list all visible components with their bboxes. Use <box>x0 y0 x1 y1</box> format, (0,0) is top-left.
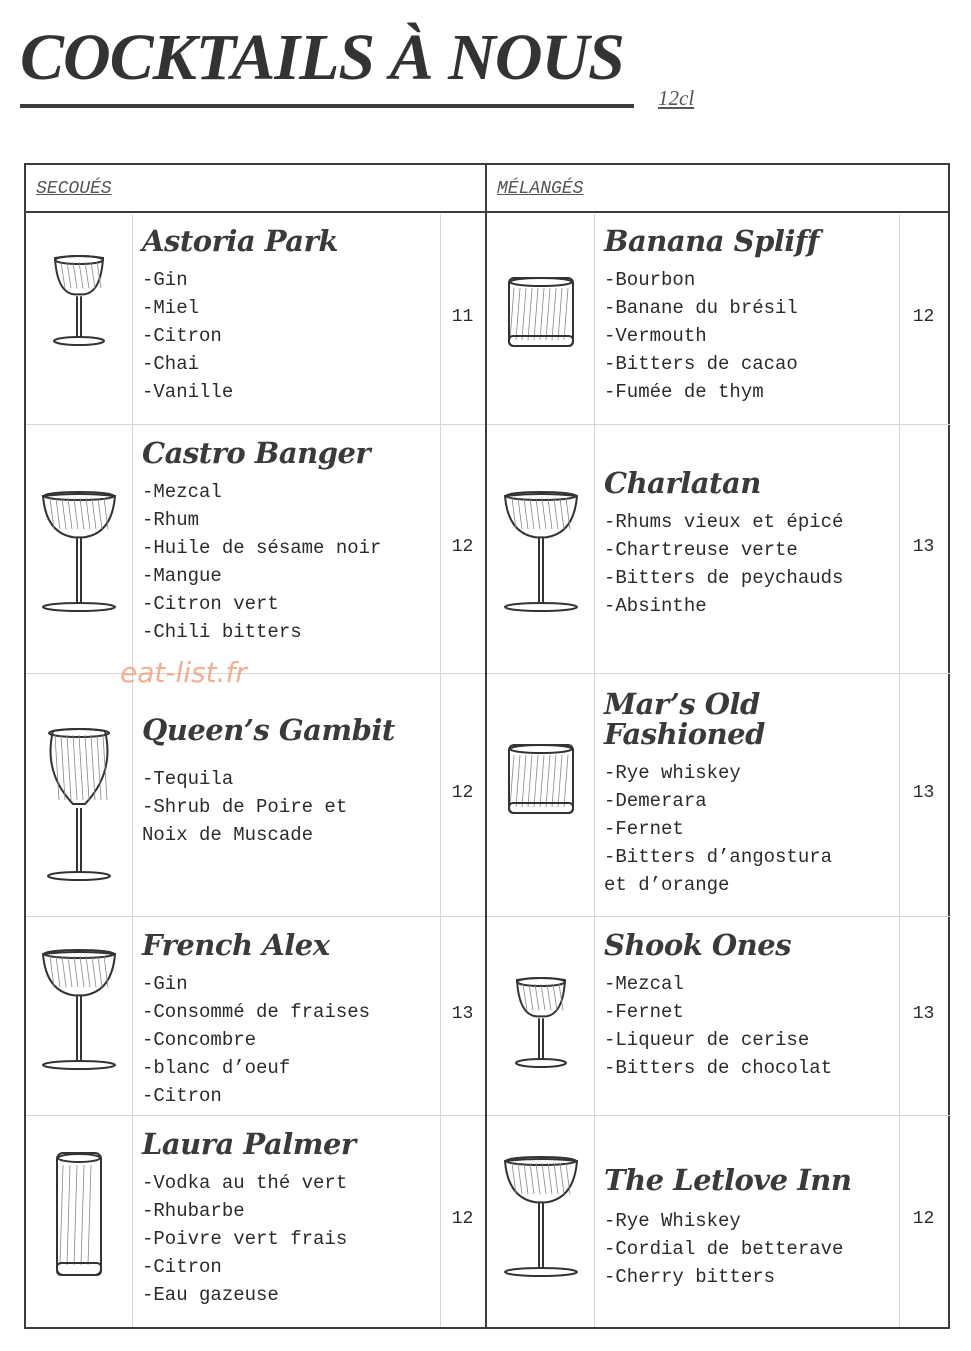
cocktail-item <box>604 468 899 620</box>
cocktail-price: 13 <box>451 1003 474 1024</box>
cocktail-ingredients: -Bourbon -Banane du brésil -Vermouth -Bitters de cacao -Fumée de thym <box>604 269 798 403</box>
row-separator <box>487 916 950 917</box>
row-separator <box>26 1115 485 1116</box>
cocktail-name: French Alex <box>142 928 330 962</box>
cocktail-item <box>604 689 899 899</box>
column-heading-melanges: MÉLANGÉS <box>487 165 948 213</box>
cocktail-name: Queen’s Gambit <box>142 713 395 747</box>
column-heading-secoues: SECOUÉS <box>26 165 487 213</box>
watermark: eat-list.fr <box>120 656 247 689</box>
cocktail-ingredients: -Rye whiskey -Demerara -Fernet -Bitters d’angostura et d’orange <box>604 762 833 896</box>
cocktail-name: Banana Spliff <box>604 224 819 258</box>
serving-volume: 12cl <box>658 86 695 110</box>
glass-column-separator <box>594 214 595 1327</box>
row-separator <box>26 424 485 425</box>
row-separator <box>487 1115 950 1116</box>
cocktail-name: Astoria Park <box>142 224 338 258</box>
cocktail-item <box>604 226 899 406</box>
cocktail-price: 13 <box>912 536 935 557</box>
highball-glass-icon <box>53 1149 105 1279</box>
cocktail-item <box>142 930 440 1110</box>
coupe-glass-icon <box>502 488 580 614</box>
coupe-glass-icon <box>502 1153 580 1279</box>
row-separator <box>26 916 485 917</box>
row-separator <box>26 673 485 674</box>
cocktail-price: 12 <box>912 1209 935 1229</box>
cocktail-price: 12 <box>912 307 935 327</box>
cocktail-name: Mar’s Old Fashioned <box>604 687 765 751</box>
cocktail-ingredients: -Gin -Miel -Citron -Chai -Vanille <box>142 269 234 403</box>
rocks-glass-icon <box>506 741 576 817</box>
cocktail-item <box>142 715 440 849</box>
cocktail-price: 12 <box>451 536 474 557</box>
rocks-glass-icon <box>506 274 576 350</box>
cocktail-item <box>604 930 899 1082</box>
cocktail-price: 12 <box>451 782 474 803</box>
title-underline <box>20 104 634 108</box>
glass-column-separator <box>132 214 133 1327</box>
wine-glass-icon <box>45 725 113 883</box>
cocktail-item <box>142 226 440 406</box>
cocktail-item <box>142 438 440 646</box>
cocktail-menu-table <box>24 163 950 1329</box>
cocktail-name: Castro Banger <box>142 436 371 470</box>
cocktail-ingredients: -Gin -Consommé de fraises -Concombre -blanc d’oeuf -Citron <box>142 973 371 1107</box>
cocktail-item <box>142 1129 440 1309</box>
column-divider <box>485 165 487 1327</box>
cocktail-ingredients: -Tequila -Shrub de Poire et Noix de Muscade <box>142 768 348 846</box>
cocktail-name: Laura Palmer <box>142 1127 356 1161</box>
cocktail-price: 13 <box>912 1003 935 1024</box>
price-column-separator <box>440 214 441 1327</box>
cocktail-name: Shook Ones <box>604 928 792 962</box>
cocktail-ingredients: -Vodka au thé vert -Rhubarbe -Poivre vert frais -Citron -Eau gazeuse <box>142 1172 348 1306</box>
coupe-glass-icon <box>40 488 118 614</box>
cocktail-ingredients: -Rye Whiskey -Cordial de betterave -Cherry bitters <box>604 1210 844 1288</box>
cocktail-ingredients: -Rhums vieux et épicé -Chartreuse verte -Bitters de peychauds -Absinthe <box>604 511 844 617</box>
coupe-glass-icon <box>40 946 118 1072</box>
nick-nora-glass-icon <box>513 974 569 1070</box>
cocktail-price: 11 <box>451 307 474 327</box>
cocktail-name: Charlatan <box>604 466 761 500</box>
price-column-separator <box>899 214 900 1327</box>
menu-title: COCKTAILS À NOUS <box>20 21 624 94</box>
row-separator <box>487 673 950 674</box>
cocktail-price: 13 <box>912 782 935 803</box>
cocktail-ingredients: -Mezcal -Rhum -Huile de sésame noir -Mangue -Citron vert -Chili bitters <box>142 481 382 643</box>
nick-nora-glass-icon <box>51 252 107 348</box>
cocktail-ingredients: -Mezcal -Fernet -Liqueur de cerise -Bitters de chocolat <box>604 973 833 1079</box>
cocktail-price: 12 <box>451 1209 474 1229</box>
cocktail-item <box>604 1165 899 1291</box>
row-separator <box>487 424 950 425</box>
cocktail-name: The Letlove Inn <box>604 1163 852 1197</box>
